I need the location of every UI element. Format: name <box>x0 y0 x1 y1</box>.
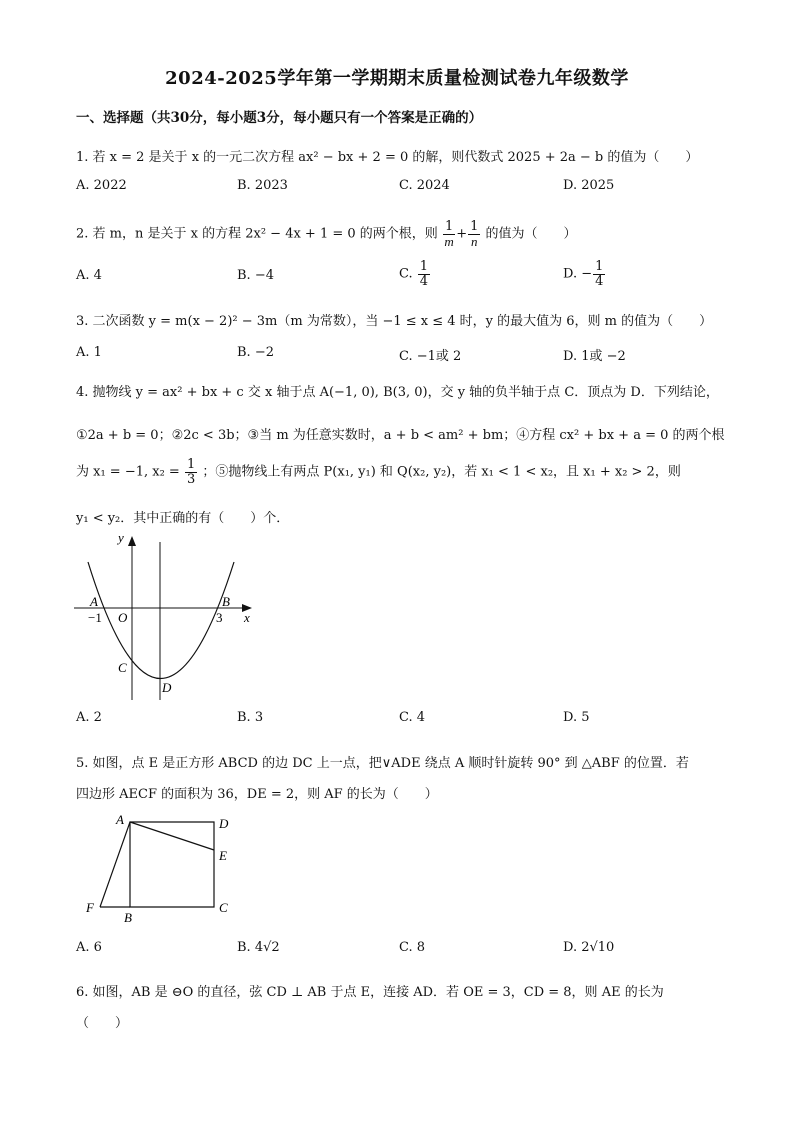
q2-fraction-1 <box>443 220 455 248</box>
q4-frac-num: 1 <box>186 457 196 472</box>
q5-option-d: D. 2√10 <box>563 940 615 955</box>
q2-stem <box>76 220 577 248</box>
q2-option-c-num: 1 <box>419 259 429 274</box>
q5-line-2: 四边形 AECF 的面积为 36，DE = 2，则 AF 的长为（ ） <box>76 787 438 802</box>
q2-option-d <box>563 260 606 288</box>
q2-option-d-fraction <box>593 260 605 288</box>
x-axis-label: x <box>244 610 250 625</box>
origin-label: O <box>118 610 128 625</box>
q4-option-c: C. 4 <box>399 710 426 725</box>
q1-option-c: C. 2024 <box>399 178 450 193</box>
q3-stem: 3. 二次函数 y = m(x − 2)² − 3m（m 为常数），当 −1 ≤ x ≤ 4 时，y 的最大值为 6，则 m 的值为（ ） <box>76 314 713 329</box>
q4-line-4: y₁ < y₂．其中正确的有（ ）个． <box>76 511 290 526</box>
q2-option-c-fraction <box>418 260 430 288</box>
q2-stem-tail: 的值为（ ） <box>485 226 577 242</box>
fig5-label-e: E <box>219 848 227 863</box>
q4-line-3 <box>76 458 681 486</box>
q2-option-d-num: 1 <box>595 259 604 274</box>
q2-frac1-den: m <box>444 233 454 249</box>
q2-frac1-num: 1 <box>444 219 454 234</box>
square-figure <box>80 810 250 925</box>
q4-line-3-end: ；⑤抛物线上有两点 P(x₁, y₁) 和 Q(x₂, y₂)，若 x₁ < 1 < x₂，且 x₁ + x₂ > 2，则 <box>202 464 681 480</box>
q2-option-d-den: 4 <box>595 273 604 289</box>
q5-line-1: 5. 如图，点 E 是正方形 ABCD 的边 DC 上一点，把∨ADE 绕点 A 顺时针旋转 90° 到 △ABF 的位置．若 <box>76 756 689 771</box>
q4-option-d: D. 5 <box>563 710 590 725</box>
q4-line-2: ①2a + b = 0；②2c < 3b；③当 m 为任意实数时，a + b < am² + bm；④方程 cx² + bx + a = 0 的两个根 <box>76 428 725 443</box>
fig5-label-c: C <box>219 900 228 915</box>
q4-fraction <box>185 458 197 486</box>
q3-option-c: C. −1或 2 <box>399 349 462 364</box>
q2-frac2-num: 1 <box>470 219 479 234</box>
q2-frac2-den: n <box>471 233 478 249</box>
tick-3: 3 <box>216 610 223 625</box>
q2-option-c-den: 4 <box>419 273 429 289</box>
q4-option-b: B. 3 <box>237 710 264 725</box>
y-axis-arrow <box>128 536 136 546</box>
y-axis-label: y <box>118 530 124 545</box>
q2-option-c-label: C. <box>399 266 413 282</box>
q6-line-1: 6. 如图，AB 是 ⊖O 的直径，弦 CD ⊥ AB 于点 E，连接 AD．若 OE = 3，CD = 8，则 AE 的长为 <box>76 985 664 1000</box>
page-title: 2024-2025学年第一学期期末质量检测试卷九年级数学 <box>165 68 629 89</box>
fig5-label-b: B <box>124 910 132 925</box>
q5-option-a: A. 6 <box>76 940 102 955</box>
point-c-label: C <box>118 660 127 675</box>
q2-option-b: B. −4 <box>237 268 274 283</box>
q1-option-a: A. 2022 <box>76 178 127 193</box>
point-d-label: D <box>162 680 172 695</box>
q6-line-2: （ ） <box>76 1016 129 1031</box>
square-abcd <box>130 822 214 907</box>
segment-ae <box>130 822 214 850</box>
q2-option-a: A. 4 <box>76 268 102 283</box>
segment-af <box>100 822 130 907</box>
q5-option-c: C. 8 <box>399 940 426 955</box>
q3-option-b: B. −2 <box>237 345 274 360</box>
parabola-graph <box>70 530 270 710</box>
q3-option-a: A. 1 <box>76 345 102 360</box>
q1-option-d: D. 2025 <box>563 178 615 193</box>
q2-option-c <box>399 260 431 288</box>
q5-option-b: B. 4√2 <box>237 940 280 955</box>
q1-option-b: B. 2023 <box>237 178 288 193</box>
q2-plus: + <box>456 226 468 242</box>
point-b-label: B <box>222 594 230 609</box>
q2-stem-text: 2. 若 m，n 是关于 x 的方程 2x² − 4x + 1 = 0 的两个根，则 <box>76 226 438 242</box>
fig5-label-f: F <box>86 900 94 915</box>
q3-option-d: D. 1或 −2 <box>563 349 626 364</box>
fig5-label-d: D <box>219 816 229 831</box>
q4-frac-den: 3 <box>186 471 196 487</box>
q2-fraction-2 <box>468 220 480 248</box>
q2-option-d-label: D. − <box>563 266 593 282</box>
q4-line-1: 4. 抛物线 y = ax² + bx + c 交 x 轴于点 A(−1, 0), B(3, 0)，交 y 轴的负半轴于点 C．顶点为 D．下列结论， <box>76 385 719 400</box>
point-a-label: A <box>90 594 98 609</box>
fig5-label-a: A <box>116 812 124 827</box>
tick-neg1: −1 <box>88 610 102 625</box>
q4-option-a: A. 2 <box>76 710 102 725</box>
q1-stem: 1. 若 x = 2 是关于 x 的一元二次方程 ax² − bx + 2 = 0 的解，则代数式 2025 + 2a − b 的值为（ ） <box>76 150 699 165</box>
parabola-curve <box>88 562 234 679</box>
q4-line-3-start: 为 x₁ = −1, x₂ = <box>76 464 180 480</box>
section-heading: 一、选择题（共30分，每小题3分，每小题只有一个答案是正确的） <box>76 110 483 126</box>
